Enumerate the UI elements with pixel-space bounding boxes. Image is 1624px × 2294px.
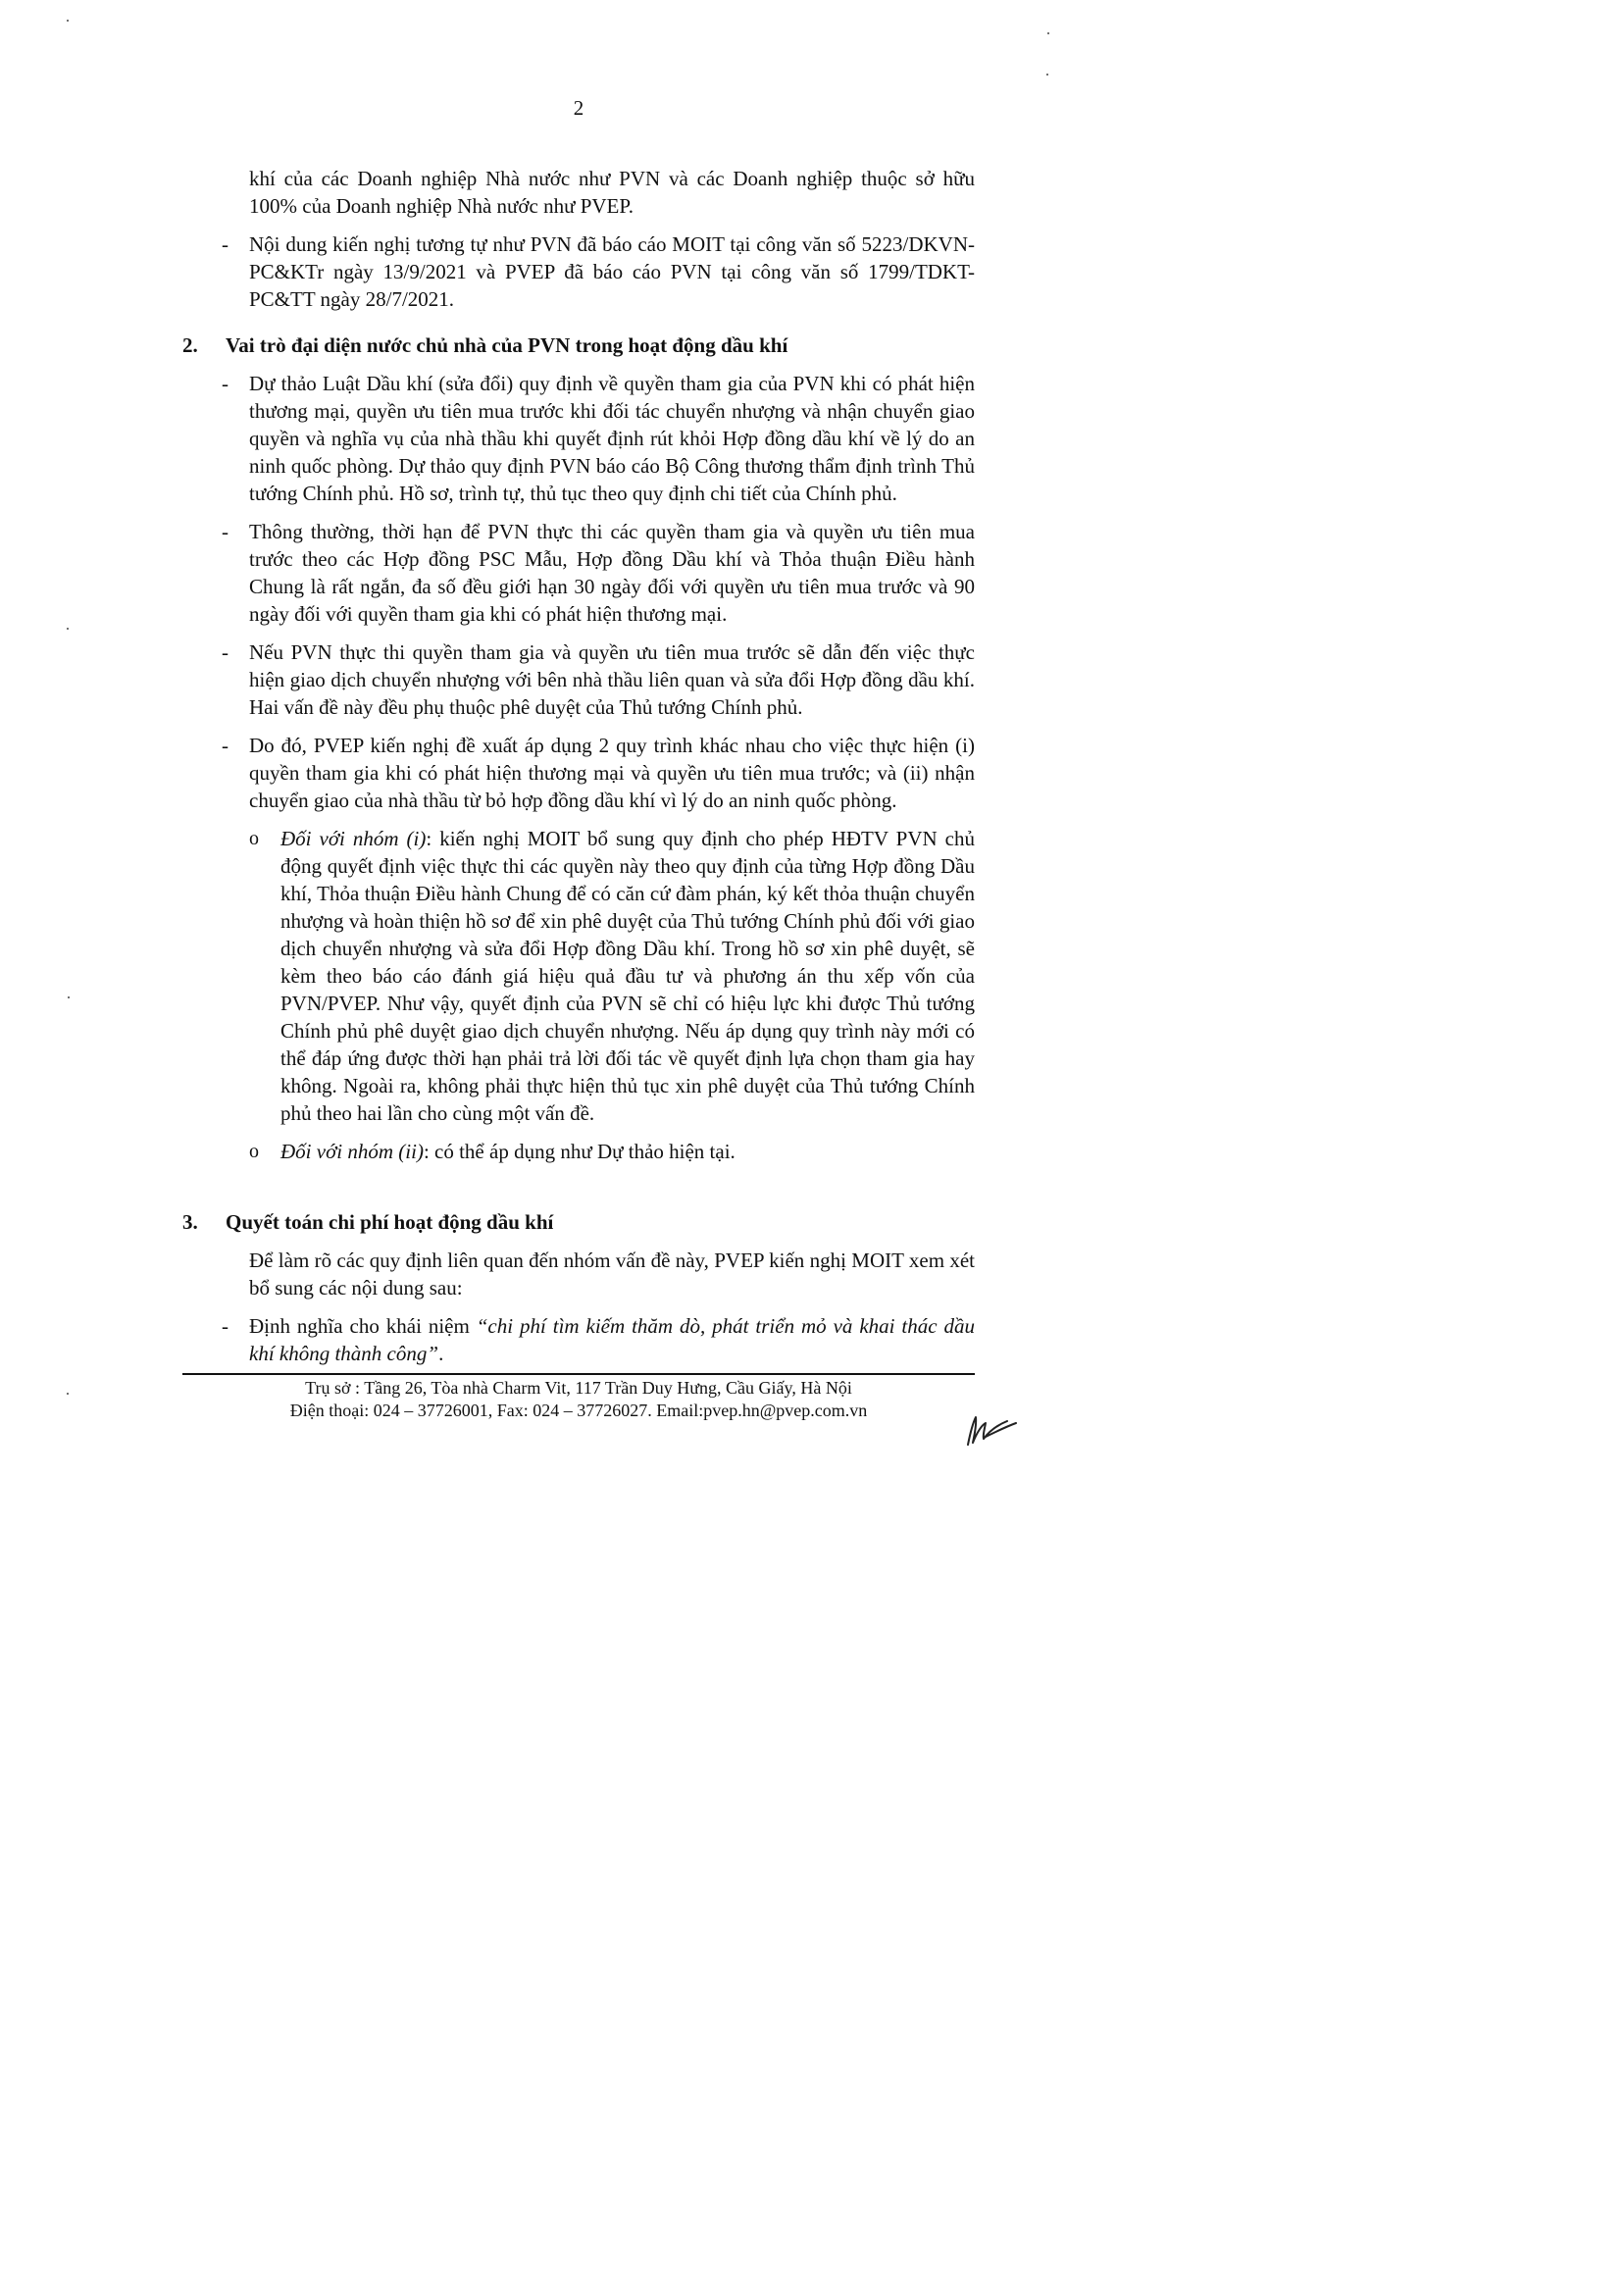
bullet-text: Định nghĩa cho khái niệm xyxy=(249,1314,477,1338)
bullet-text: Dự thảo Luật Dầu khí (sửa đổi) quy định về quyền tham gia của PVN khi có phát hiện thương mại, quyền ưu tiên mua trước khi đối tác chuyển nhượng và nhận chuyển giao quyền và nghĩa vụ của nhà thầu khi quyết định rút khỏi Hợp đồng dầu khí về lý do an ninh quốc phòng. Dự thảo quy định PVN báo cáo Bộ Công thương thẩm định trình Thủ tướng Chính phủ. Hồ sơ, trình tự, thủ tục theo quy định chi tiết của Chính phủ. xyxy=(249,372,975,505)
scan-speck xyxy=(1047,32,1049,34)
scan-speck xyxy=(1046,74,1048,76)
list-item xyxy=(222,1312,975,1367)
sub-list-item xyxy=(249,825,975,1127)
section-number: 2. xyxy=(182,333,198,357)
dash-bullet: - xyxy=(222,640,228,664)
sub-item-text: : kiến nghị MOIT bổ sung quy định cho phép HĐTV PVN chủ động quyết định việc thực thi các quyền này theo quy định của từng Hợp đồng Dầu khí, Thỏa thuận Điều hành Chung để có căn cứ đàm phán, ký kết thỏa thuận chuyển nhượng và hoàn thiện hồ sơ để xin phê duyệt của Thủ tướng Chính phủ đối với giao dịch chuyển nhượng và sửa đổi Hợp đồng Dầu khí. Trong hồ sơ xin phê duyệt, sẽ kèm theo báo cáo đánh giá hiệu quả đầu tư và phương án thu xếp vốn của PVN/PVEP. Như vậy, quyết định của PVN sẽ chỉ có hiệu lực khi được Thủ tướng Chính phủ phê duyệt giao dịch chuyển nhượng. Nếu áp dụng quy trình này mới có thể đáp ứng được thời hạn phải trả lời đối tác về quyết định lựa chọn tham gia hay không. Ngoài ra, không phải thực hiện thủ tục xin phê duyệt của Thủ tướng Chính phủ theo hai lần cho cùng một vấn đề. xyxy=(280,827,975,1125)
section-number: 3. xyxy=(182,1210,198,1234)
scan-speck xyxy=(68,996,70,998)
section-heading xyxy=(182,331,975,359)
continuation-paragraph: khí của các Doanh nghiệp Nhà nước như PVN và các Doanh nghiệp thuộc sở hữu 100% của Doanh nghiệp Nhà nước như PVEP. xyxy=(249,167,975,218)
bullet-text: Nội dung kiến nghị tương tự như PVN đã báo cáo MOIT tại công văn số 5223/DKVN-PC&KTr ngày 13/9/2021 và PVEP đã báo cáo PVN tại công văn số 1799/TDKT-PC&TT ngày 28/7/2021. xyxy=(249,232,975,311)
circle-bullet: o xyxy=(249,828,259,849)
section-title: Vai trò đại diện nước chủ nhà của PVN trong hoạt động dầu khí xyxy=(226,333,788,357)
scan-speck xyxy=(67,1393,69,1395)
dash-bullet: - xyxy=(222,232,228,256)
list-item xyxy=(222,518,975,628)
bullet-text: Do đó, PVEP kiến nghị đề xuất áp dụng 2 quy trình khác nhau cho việc thực hiện (i) quyền tham gia khi có phát hiện thương mại và quyền ưu tiên mua trước; và (ii) nhận chuyển giao của nhà thầu từ bỏ hợp đồng dầu khí vì lý do an ninh quốc phòng. xyxy=(249,734,975,812)
list-item xyxy=(222,230,975,313)
dash-bullet: - xyxy=(222,372,228,395)
page-number: 2 xyxy=(573,96,584,120)
bullet-text: Thông thường, thời hạn để PVN thực thi các quyền tham gia và quyền ưu tiên mua trước theo các Hợp đồng PSC Mẫu, Hợp đồng Dầu khí và Thỏa thuận Điều hành Chung là rất ngắn, đa số đều giới hạn 30 ngày đối với quyền ưu tiên mua trước và 90 ngày đối với quyền tham gia khi có phát hiện thương mại. xyxy=(249,520,975,626)
sub-list-item xyxy=(249,1138,975,1165)
circle-bullet: o xyxy=(249,1141,259,1162)
dash-bullet: - xyxy=(222,734,228,757)
bullet-end: . xyxy=(438,1342,444,1365)
scan-speck xyxy=(67,628,69,630)
footer xyxy=(182,1377,975,1422)
sub-item-text: : có thể áp dụng như Dự thảo hiện tại. xyxy=(423,1140,736,1163)
bullet-text: Nếu PVN thực thi quyền tham gia và quyền ưu tiên mua trước sẽ dẫn đến việc thực hiện giao dịch chuyển nhượng với bên nhà thầu liên quan và sửa đổi Hợp đồng dầu khí. Hai vấn đề này đều phụ thuộc phê duyệt của Thủ tướng Chính phủ. xyxy=(249,640,975,719)
scan-speck xyxy=(67,20,69,22)
footer-address: Trụ sở : Tầng 26, Tòa nhà Charm Vit, 117 Trần Duy Hưng, Cầu Giấy, Hà Nội xyxy=(305,1378,852,1398)
section-heading xyxy=(182,1208,975,1236)
dash-bullet: - xyxy=(222,1314,228,1338)
quoted-term: “chi phí tìm kiếm thăm dò, phát triển mỏ và khai thác dầu khí không thành công” xyxy=(249,1314,975,1365)
dash-bullet: - xyxy=(222,520,228,543)
list-item xyxy=(222,370,975,507)
list-item xyxy=(222,638,975,721)
initial-signature xyxy=(964,1405,1019,1453)
footer-divider xyxy=(182,1373,975,1375)
sub-item-lead: Đối với nhóm (i) xyxy=(280,827,427,850)
section-title: Quyết toán chi phí hoạt động dầu khí xyxy=(226,1210,554,1234)
sub-item-lead: Đối với nhóm (ii) xyxy=(280,1140,424,1163)
section-intro: Để làm rõ các quy định liên quan đến nhóm vấn đề này, PVEP kiến nghị MOIT xem xét bổ sung các nội dung sau: xyxy=(249,1249,975,1300)
footer-contact: Điện thoại: 024 – 37726001, Fax: 024 – 37726027. Email:pvep.hn@pvep.com.vn xyxy=(289,1401,868,1420)
document-body xyxy=(182,165,975,1367)
list-item xyxy=(222,732,975,814)
